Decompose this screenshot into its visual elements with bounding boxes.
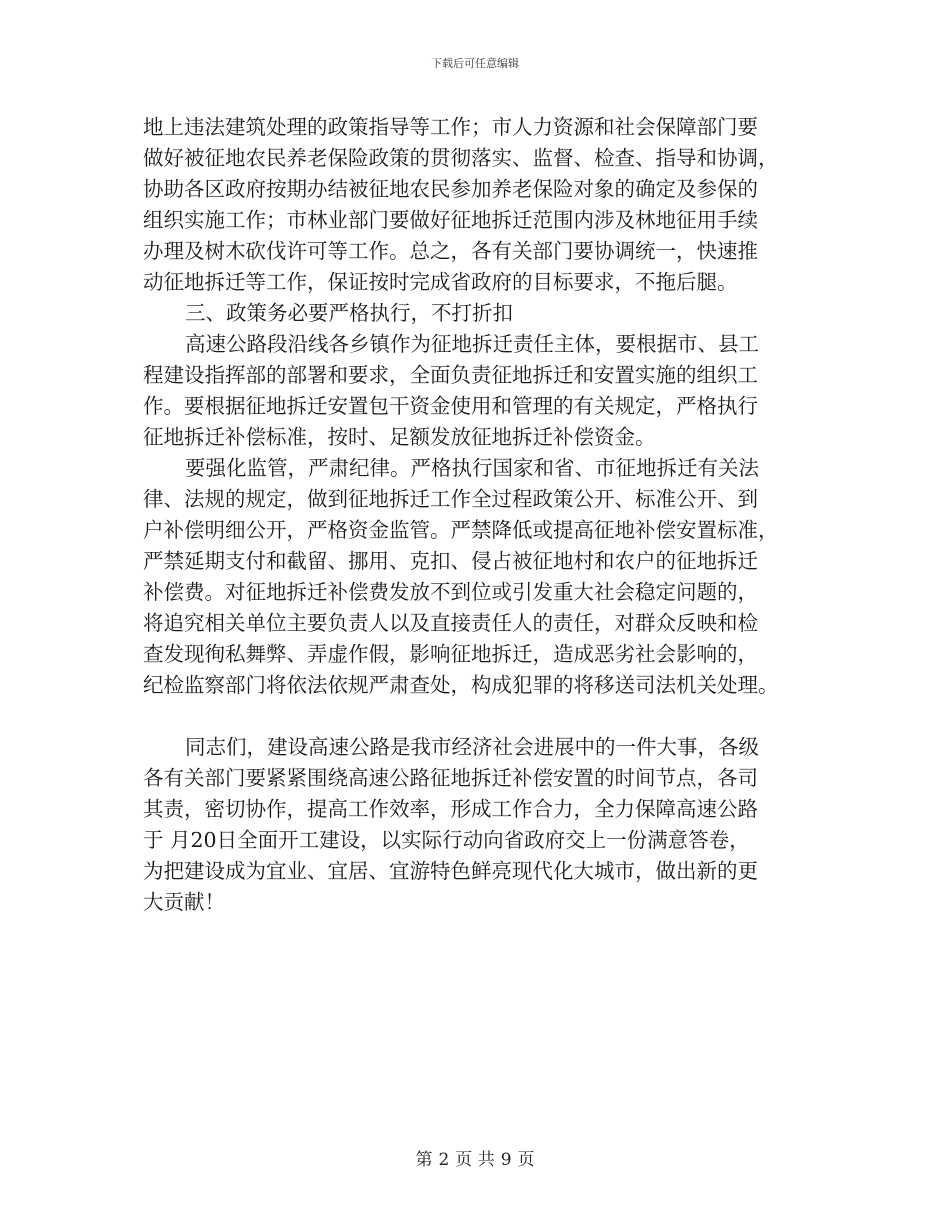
body-line: 组织实施工作；市林业部门要做好征地拆迁范围内涉及林地征用手续 [143, 208, 758, 232]
body-line: 其责，密切协作，提高工作效率，形成工作合力，全力保障高速公路 [143, 797, 758, 821]
body-line: 要强化监管，严肃纪律。严格执行国家和省、市征地拆迁有关法 [185, 456, 759, 480]
body-line: 征地拆迁补偿标准，按时、足额发放征地拆迁补偿资金。 [143, 425, 656, 449]
body-line: 严禁延期支付和截留、挪用、克扣、侵占被征地村和农户的征地拆迁 [143, 549, 758, 573]
body-line: 高速公路段沿线各乡镇作为征地拆迁责任主体，要根据市、县工 [185, 332, 759, 356]
body-line: 作。要根据征地拆迁安置包干资金使用和管理的有关规定，严格执行 [143, 394, 758, 418]
body-line: 大贡献！ [143, 890, 225, 914]
document-body [143, 112, 808, 918]
body-line: 补偿费。对征地拆迁补偿费发放不到位或引发重大社会稳定问题的， [143, 580, 758, 604]
paragraph-spacer [143, 701, 808, 732]
body-line: 将追究相关单位主要负责人以及直接责任人的责任，对群众反映和检 [143, 611, 758, 635]
section-heading: 三、政策务必要严格执行，不打折扣 [185, 301, 513, 325]
page-header-note: 下载后可任意编辑 [431, 57, 519, 70]
body-line: 各有关部门要紧紧围绕高速公路征地拆迁补偿安置的时间节点，各司 [143, 766, 758, 790]
body-line: 查发现徇私舞弊、弄虚作假，影响征地拆迁，造成恶劣社会影响的， [143, 642, 758, 666]
body-line: 做好被征地农民养老保险政策的贯彻落实、监督、检查、指导和协调， [143, 146, 779, 170]
body-line: 纪检监察部门将依法依规严肃查处，构成犯罪的将移送司法机关处理。 [143, 673, 779, 697]
body-line: 程建设指挥部的部署和要求，全面负责征地拆迁和安置实施的组织工 [143, 363, 758, 387]
page-footer [0, 1145, 950, 1170]
page-label-mid: 页 共 [455, 1150, 495, 1170]
body-line: 动征地拆迁等工作，保证按时完成省政府的目标要求，不拖后腿。 [143, 270, 738, 294]
page-label-prefix: 第 [415, 1150, 433, 1170]
body-line: 协助各区政府按期办结被征地农民参加养老保险对象的确定及参保的 [143, 177, 758, 201]
page-number: 2 [438, 1150, 450, 1170]
body-line: 同志们，建设高速公路是我市经济社会进展中的一件大事，各级 [185, 735, 759, 759]
body-line: 办理及树木砍伐许可等工作。总之，各有关部门要协调统一，快速推 [143, 239, 758, 263]
body-line: 为把建设成为宜业、宜居、宜游特色鲜亮现代化大城市，做出新的更 [143, 859, 758, 883]
page-total: 9 [500, 1150, 512, 1170]
page-label-suffix: 页 [517, 1150, 535, 1170]
body-line: 律、法规的规定，做到征地拆迁工作全过程政策公开、标准公开、到 [143, 487, 758, 511]
body-line: 户补偿明细公开，严格资金监管。严禁降低或提高征地补偿安置标准， [143, 518, 779, 542]
body-line: 于 月20日全面开工建设，以实际行动向省政府交上一份满意答卷， [143, 828, 750, 852]
body-line: 地上违法建筑处理的政策指导等工作；市人力资源和社会保障部门要 [143, 115, 758, 139]
